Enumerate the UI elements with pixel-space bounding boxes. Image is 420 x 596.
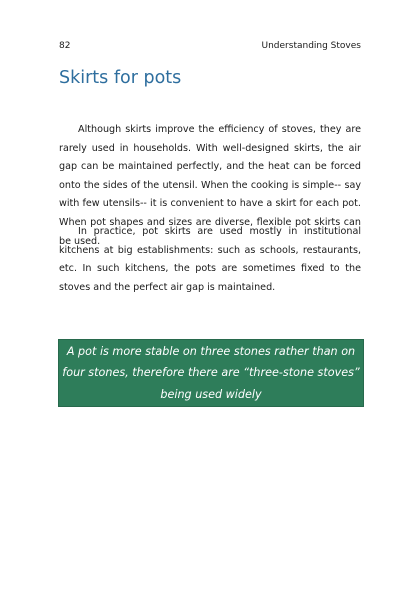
callout-text: A pot is more stable on three stones rather than on four stones, therefore there are “three-stone stoves” being used widely: [62, 344, 360, 401]
running-title: Understanding Stoves: [261, 41, 361, 51]
body-paragraph: In practice, pot skirts are used mostly in institutional kitchens at big establishments: such as schools, restaurants, etc. In such kitchens, the pots are sometimes fixed to the stoves and the perfect air gap is maintained.: [59, 226, 361, 293]
callout-box: [58, 339, 364, 407]
section-heading: Skirts for pots: [59, 68, 182, 88]
body-paragraph: Although skirts improve the efficiency of stoves, they are rarely used in households. With well-designed skirts, the air gap can be maintained perfectly, and the heat can be forced onto the sides of the utensil. When the cooking is simple-- say with few utensils-- it is convenient to have a skirt for each pot. When pot shapes and sizes are diverse, flexible pot skirts can be used.: [59, 124, 361, 247]
page-number: 82: [59, 41, 71, 51]
